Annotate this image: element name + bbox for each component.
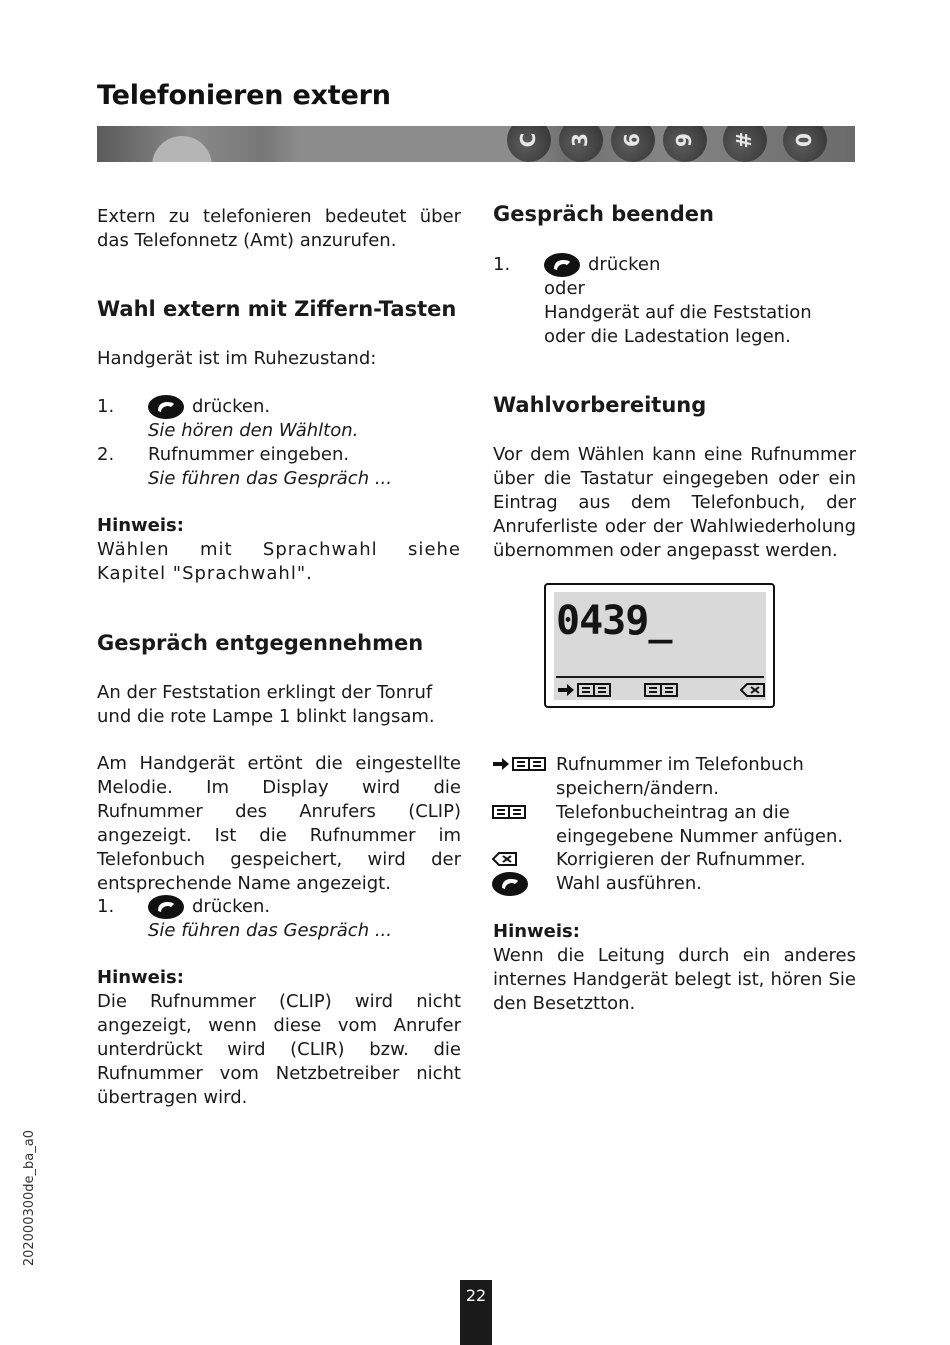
or-text: oder: [544, 278, 585, 299]
banner-button-shape: [152, 136, 212, 162]
step-result: Sie führen das Gespräch ...: [148, 468, 392, 489]
step-1: [544, 253, 856, 277]
legend-text: Rufnummer im Telefonbuch speichern/ändern.: [556, 754, 804, 799]
step-text: drücken.: [192, 896, 271, 917]
step-number: 2.: [97, 444, 115, 465]
step-result: Sie führen das Gespräch ...: [148, 920, 392, 941]
paragraph: Vor dem Wählen kann eine Rufnummer über die Tastatur eingegeben oder ein Eintrag aus dem Telefonbuch, der Anruferliste oder der Wahlwiederholung übernommen oder angepasst werden.: [493, 444, 856, 561]
heading-wahlvorbereitung: Wahlvorbereitung: [493, 393, 707, 417]
note-text: Wenn die Leitung durch ein anderes internes Handgerät belegt ist, hören Sie den Besetztton.: [493, 945, 856, 1014]
heading-gespraech-entgegennehmen: Gespräch entgegennehmen: [97, 631, 424, 655]
note-label: Hinweis:: [97, 515, 184, 536]
handset-icon: [544, 253, 580, 277]
document-code: 202000300de_ba_a0: [22, 1130, 37, 1267]
paragraph: Am Handgerät ertönt die eingestellte Melodie. Im Display wird die Rufnummer des Anrufers (CLIP) angezeigt. Ist die Rufnummer im Telefonbuch gespeichert, wird der entsprechende Name angezeigt.: [97, 753, 461, 894]
banner-key: #: [723, 126, 767, 162]
note-text: Die Rufnummer (CLIP) wird nicht angezeigt, wenn diese vom Anrufer unterdrückt wird (CLIR) bzw. die Rufnummer vom Netzbetreiber nicht übertragen wird.: [97, 991, 461, 1108]
arrow-phonebook-icon: [492, 756, 548, 772]
phonebook-icon: [492, 804, 526, 820]
legend-text: Wahl ausführen.: [556, 873, 702, 894]
step-number: 1.: [493, 254, 511, 275]
divider: [556, 676, 764, 678]
step-text: Rufnummer eingeben.: [148, 444, 350, 465]
arrow-phonebook-icon: [557, 682, 613, 698]
step-result: Sie hören den Wählton.: [148, 420, 359, 441]
paragraph: An der Feststation erklingt der Tonruf und die rote Lampe 1 blinkt langsam.: [97, 682, 435, 727]
legend-text: Telefonbucheintrag an die eingegebene Nummer anfügen.: [556, 802, 844, 847]
step-1: [148, 395, 461, 419]
backspace-icon: [740, 682, 766, 698]
legend-text: Korrigieren der Rufnummer.: [556, 849, 806, 870]
handset-icon: [148, 395, 184, 419]
page-title: Telefonieren extern: [97, 80, 391, 111]
note-label: Hinweis:: [493, 921, 580, 942]
handset-icon: [492, 872, 528, 896]
page-number: 22: [460, 1280, 492, 1345]
banner-display-shape: [297, 126, 517, 162]
note-text: Wählen mit Sprachwahl siehe Kapitel "Sprachwahl".: [97, 539, 461, 584]
phone-display: [544, 583, 775, 708]
display-number: 0439_: [556, 598, 672, 644]
alternative-text: Handgerät auf die Feststation oder die Ladestation legen.: [544, 302, 812, 347]
step-number: 1.: [97, 896, 115, 917]
banner-key: 0: [783, 126, 827, 162]
intro-text: Extern zu telefonieren bedeutet über das Telefonnetz (Amt) anzurufen.: [97, 206, 461, 251]
phonebook-icon: [644, 682, 678, 698]
backspace-icon: [492, 851, 518, 867]
banner-key: C: [507, 126, 551, 162]
heading-gespraech-beenden: Gespräch beenden: [493, 202, 714, 226]
step-1: [148, 895, 461, 919]
step-number: 1.: [97, 396, 115, 417]
keypad-banner-image: [97, 126, 855, 162]
state-text: Handgerät ist im Ruhezustand:: [97, 348, 377, 369]
banner-key: 3: [559, 126, 603, 162]
banner-key: 9: [663, 126, 707, 162]
handset-icon: [148, 895, 184, 919]
heading-wahl-extern: Wahl extern mit Ziffern-Tasten: [97, 297, 457, 321]
step-text: drücken.: [192, 396, 271, 417]
lcd-screen: [554, 592, 766, 700]
note-label: Hinweis:: [97, 967, 184, 988]
banner-key: 6: [611, 126, 655, 162]
step-text: drücken: [588, 254, 661, 275]
